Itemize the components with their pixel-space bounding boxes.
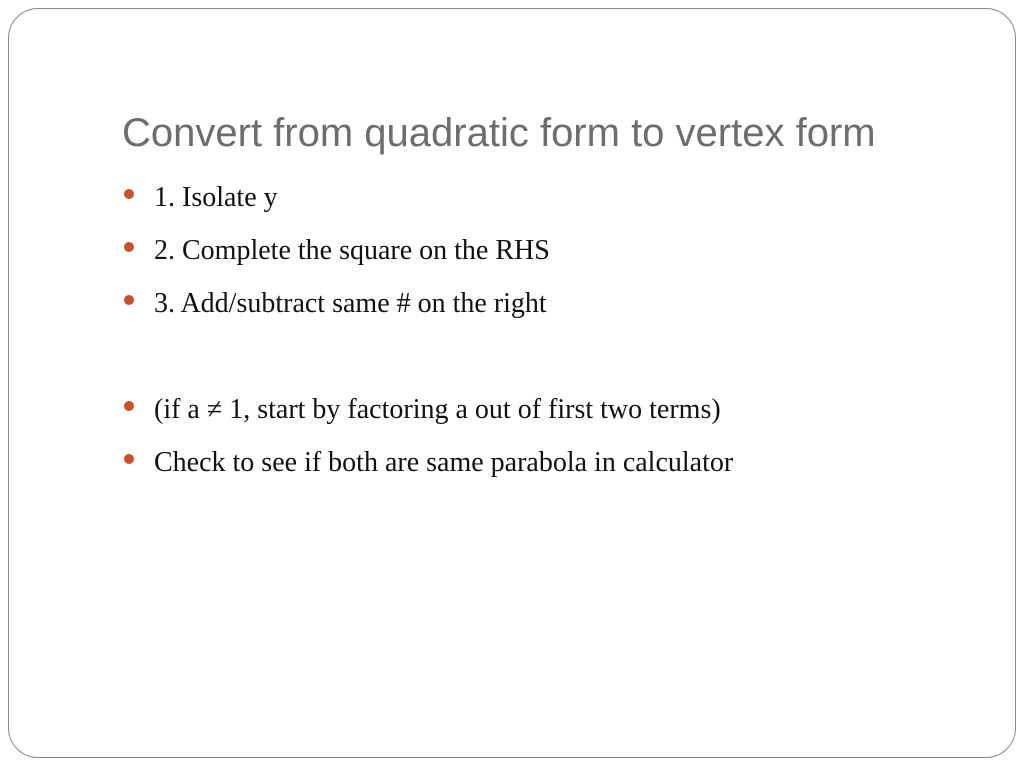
- slide-title: Convert from quadratic form to vertex form: [122, 111, 876, 155]
- bullet-text: (if a ≠ 1, start by factoring a out of first two terms): [154, 394, 721, 425]
- bullet-text: 1. Isolate y: [154, 182, 278, 213]
- bullet-text: Check to see if both are same parabola in calculator: [154, 447, 734, 478]
- bullet-list: [124, 175, 1004, 493]
- bullet-item: [124, 175, 1004, 228]
- bullet-dot-icon: [124, 242, 134, 252]
- bullet-dot-icon: [124, 189, 134, 199]
- bullet-dot-icon: [124, 295, 134, 305]
- bullet-text: 2. Complete the square on the RHS: [154, 235, 550, 266]
- bullet-dot-icon: [124, 454, 134, 464]
- bullet-item: [124, 440, 1004, 493]
- slide: [8, 8, 1016, 758]
- bullet-item: [124, 387, 1004, 440]
- bullet-text: 3. Add/subtract same # on the right: [154, 288, 547, 319]
- bullet-dot-icon: [124, 401, 134, 411]
- bullet-item: [124, 228, 1004, 281]
- bullet-item: [124, 281, 1004, 334]
